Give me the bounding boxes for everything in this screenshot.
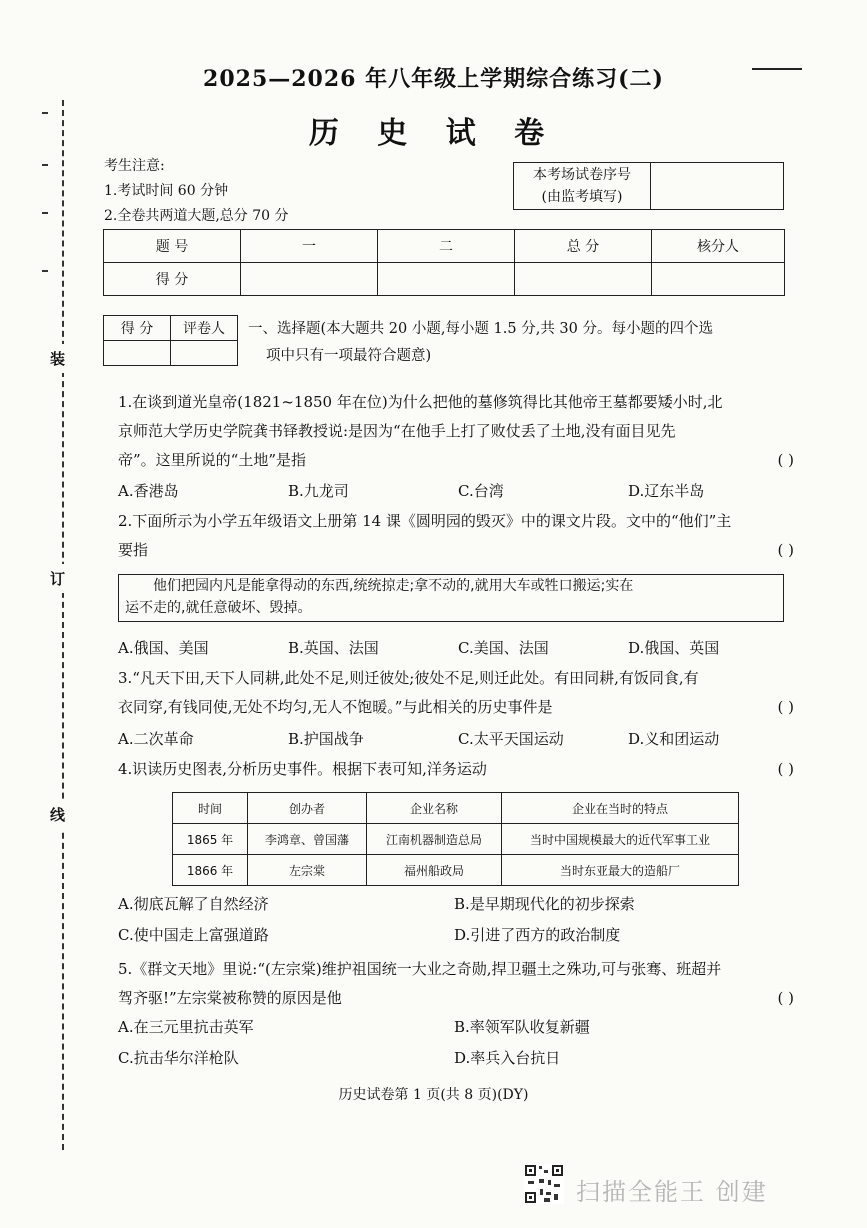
question-line: 1.在谈到道光皇帝(1821~1850 年在位)为什么把他的墓修筑得比其他帝王墓都要矮小时,北: [118, 393, 723, 411]
question-line: 驾齐驱!”左宗棠被称赞的原因是他: [118, 989, 342, 1007]
question-3-options: [118, 728, 800, 749]
table-cell: 1866 年: [173, 855, 248, 886]
question-2: [118, 507, 800, 565]
option-a[interactable]: A.在三元里抗击英军: [118, 1018, 254, 1036]
grader-score-field[interactable]: [104, 341, 171, 366]
question-2-options: [118, 637, 800, 658]
option-a[interactable]: A.彻底瓦解了自然经济: [118, 895, 269, 913]
grader-name-field[interactable]: [171, 341, 238, 366]
question-5-options-row2: [118, 1047, 800, 1068]
notice-heading: 考生注意:: [104, 158, 165, 174]
binding-label-zhuang: 装: [50, 344, 65, 373]
notice-item: 1.考试时间 60 分钟: [104, 183, 229, 199]
seat-label-line1: 本考场试卷序号: [533, 167, 631, 183]
section-heading-line: 一、选择题(本大题共 20 小题,每小题 1.5 分,共 30 分。每小题的四个选: [248, 321, 713, 337]
binding-tick: [42, 112, 48, 114]
question-3: [118, 664, 800, 722]
table-header: 时间: [173, 793, 248, 824]
score-cell[interactable]: [652, 263, 785, 296]
table-header: 企业名称: [367, 793, 502, 824]
score-table: [103, 229, 785, 296]
option-d[interactable]: D.率兵入台抗日: [454, 1049, 561, 1067]
answer-paren[interactable]: ( ): [777, 541, 794, 559]
table-cell: 当时东亚最大的造船厂: [502, 855, 739, 886]
score-header-cell: 二: [378, 230, 515, 263]
option-c[interactable]: C.使中国走上富强道路: [118, 926, 269, 944]
seat-number-field[interactable]: [651, 163, 784, 210]
option-c[interactable]: C.美国、法国: [458, 639, 549, 657]
question-4: [118, 755, 800, 784]
exam-title: 2025—2026 年八年级上学期综合练习(二): [203, 66, 664, 92]
option-b[interactable]: B.英国、法国: [288, 639, 379, 657]
binding-tick: [42, 212, 48, 214]
candidate-notice: [104, 154, 289, 229]
option-c[interactable]: C.台湾: [458, 482, 504, 500]
table-cell: 左宗棠: [248, 855, 367, 886]
binding-tick: [42, 270, 48, 272]
question-4-options-row1: [118, 893, 800, 914]
question-line: 衣同穿,有钱同使,无处不均匀,无人不饱暖。”与此相关的历史事件是: [118, 698, 553, 716]
score-header-cell: 总 分: [515, 230, 652, 263]
option-a[interactable]: A.香港岛: [118, 482, 179, 500]
table-cell: 江南机器制造总局: [367, 824, 502, 855]
option-b[interactable]: B.九龙司: [288, 482, 349, 500]
option-b[interactable]: B.是早期现代化的初步探索: [454, 895, 635, 913]
table-row: [173, 855, 739, 886]
option-b[interactable]: B.护国战争: [288, 730, 364, 748]
binding-tick: [42, 164, 48, 166]
score-row-label: 得 分: [104, 263, 241, 296]
notice-item: 2.全卷共两道大题,总分 70 分: [104, 208, 289, 224]
option-d[interactable]: D.引进了西方的政治制度: [454, 926, 621, 944]
answer-paren[interactable]: ( ): [777, 760, 794, 778]
yangwu-enterprise-table: [172, 792, 739, 886]
question-5: [118, 955, 800, 1013]
binding-label-xian: 线: [50, 800, 65, 829]
option-d[interactable]: D.俄国、英国: [628, 639, 720, 657]
score-header-cell: 一: [241, 230, 378, 263]
score-cell[interactable]: [515, 263, 652, 296]
option-b[interactable]: B.率领军队收复新疆: [454, 1018, 590, 1036]
answer-paren[interactable]: ( ): [777, 698, 794, 716]
question-line: 4.识读历史图表,分析历史事件。根据下表可知,洋务运动: [118, 760, 487, 778]
score-cell[interactable]: [378, 263, 515, 296]
grader-name-label: 评卷人: [171, 316, 238, 341]
option-a[interactable]: A.二次革命: [118, 730, 194, 748]
table-row: [173, 824, 739, 855]
grader-box: [103, 315, 238, 366]
page-footer: 历史试卷第 1 页(共 8 页)(DY): [338, 1087, 529, 1103]
option-c[interactable]: C.抗击华尔洋枪队: [118, 1049, 239, 1067]
table-cell: 福州船政局: [367, 855, 502, 886]
score-header-cell: 题 号: [104, 230, 241, 263]
answer-paren[interactable]: ( ): [777, 989, 794, 1007]
binding-dashed-line: [62, 100, 64, 1150]
seat-number-box: [513, 162, 784, 210]
question-line: 3.“凡天下田,天下人同耕,此处不足,则迁彼处;彼处不足,则迁此处。有田同耕,有饭同食,有: [118, 669, 699, 687]
corner-mark: [752, 68, 802, 76]
seat-label-line2: (由监考填写): [541, 189, 623, 205]
question-line: 帝”。这里所说的“土地”是指: [118, 451, 307, 469]
quote-line: 他们把园内凡是能拿得动的东西,统统掠走;拿不动的,就用大车或牲口搬运;实在: [153, 578, 634, 594]
table-header: 企业在当时的特点: [502, 793, 739, 824]
option-d[interactable]: D.辽东半岛: [628, 482, 705, 500]
quote-line: 运不走的,就任意破坏、毁掉。: [125, 600, 312, 616]
section-heading-line: 项中只有一项最符合题意): [266, 348, 432, 364]
option-c[interactable]: C.太平天国运动: [458, 730, 564, 748]
question-line: 2.下面所示为小学五年级语文上册第 14 课《圆明园的毁灭》中的课文片段。文中的“他们”主: [118, 512, 732, 530]
question-5-options-row1: [118, 1016, 800, 1037]
table-header: 创办者: [248, 793, 367, 824]
section-one-heading: [248, 316, 788, 370]
seat-number-label: [514, 163, 651, 210]
question-line: 5.《群文天地》里说:“(左宗棠)维护祖国统一大业之奇勋,捍卫疆土之殊功,可与张骞、班超并: [118, 960, 722, 978]
table-cell: 当时中国规模最大的近代军事工业: [502, 824, 739, 855]
question-line: 要指: [118, 541, 149, 559]
answer-paren[interactable]: ( ): [777, 451, 794, 469]
question-line: 京师范大学历史学院龚书铎教授说:是因为“在他手上打了败仗丢了土地,没有面目见先: [118, 422, 676, 440]
table-cell: 1865 年: [173, 824, 248, 855]
table-cell: 李鸿章、曾国藩: [248, 824, 367, 855]
question-1: [118, 388, 800, 475]
score-cell[interactable]: [241, 263, 378, 296]
option-a[interactable]: A.俄国、美国: [118, 639, 209, 657]
scanner-watermark: 扫描全能王 创建: [576, 1178, 768, 1206]
score-header-cell: 核分人: [652, 230, 785, 263]
exam-subject-title: 历 史 试 卷: [308, 116, 559, 151]
grader-score-label: 得 分: [104, 316, 171, 341]
binding-label-ding: 订: [50, 564, 65, 593]
question-1-options: [118, 480, 800, 501]
quote-box: [118, 574, 784, 622]
question-4-options-row2: [118, 924, 800, 945]
qr-code-icon: [524, 1164, 564, 1204]
option-d[interactable]: D.义和团运动: [628, 730, 720, 748]
